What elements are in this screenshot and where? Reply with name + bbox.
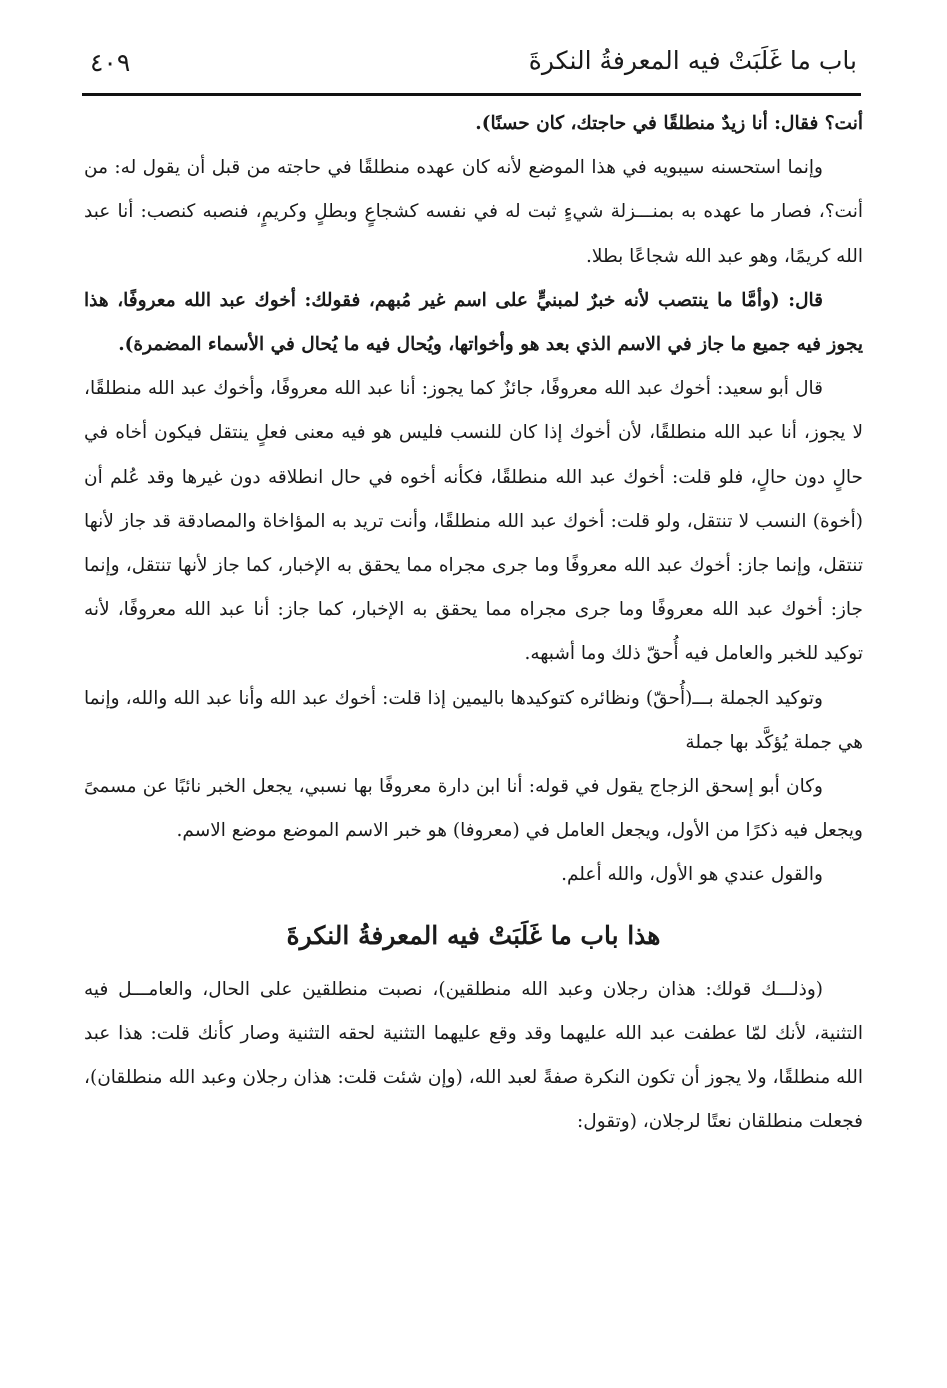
- section-paragraph: (وذلـــك قولك: هذان رجلان وعبد الله منطلقين)، نصبت منطلقين على الحال، والعامـــل فيه التثنية، لأنك لمّا عطفت عبد الله عليهما وقد وقع عليهما التثنية لحقه التثنية وصار كأنك قلت: هذا عبد الله منطلقًا، ولا يجوز أن تكون النكرة صفةً لعبد الله، (وإن شئت قلت: هذان رجلان وعبد الله منطلقان)، فجعلت منطلقان نعتًا لرجلان، (وتقول:: [84, 978, 863, 1133]
- paragraph: أنت؟ فقال: أنا زيدٌ منطلقًا في حاجتك، كان حسنًا).: [475, 113, 863, 134]
- paragraph: وإنما استحسنه سيبويه في هذا الموضع لأنه كان عهده منطلقًا في حاجته من قبل أن يقول له: من أنت؟، فصار ما عهده به بمنـــزلة شيءٍ ثبت له في نفسه كشجاعٍ وبطلٍ وكريمٍ، فنصبه كنصب: أنا عبد الله كريمًا، وهو عبد الله شجاعًا بطلا.: [84, 157, 863, 267]
- running-title: باب ما غَلَبَتْ فيه المعرفةُ النكرةَ: [528, 46, 857, 75]
- paragraph: قال: (وأمَّا ما ينتصب لأنه خبرٌ لمبنيٍّ على اسم غير مُبهم، فقولك: أخوك عبد الله معروفًا، هذا يجوز فيه جميع ما جاز في الاسم الذي بعد هو وأخواتها، ويُحال فيه ما يُحال في الأسماء المضمرة).: [84, 289, 863, 356]
- page-number: ٤٠٩: [90, 48, 131, 77]
- paragraph: وتوكيد الجملة بـــ(أُحقّ) ونظائره كتوكيدها باليمين إذا قلت: أخوك عبد الله وأنا عبد الله والله، وإنما هي جملة يُؤكَّد بها جملة: [84, 687, 863, 753]
- paragraph: وكان أبو إسحق الزجاج يقول في قوله: أنا ابن دارة معروفًا بها نسبي، يجعل الخبر نائبًا عن مسمىً ويجعل فيه ذكرًا من الأول، ويجعل العامل في (معروفا) هو خبر الاسم الموضع موضع الاسم.: [84, 776, 863, 842]
- page-header: [80, 40, 857, 90]
- header-rule: [82, 93, 861, 96]
- paragraph: قال أبو سعيد: أخوك عبد الله معروفًا، جائزٌ كما يجوز: أنا عبد الله معروفًا، وأخوك عبد الله منطلقًا، لا يجوز، أنا عبد الله منطلقًا، لأن أخوك إذا كان للنسب فليس هو فيه معنى فعلٍ ينتقل فيكون أخاه في حالٍ دون حالٍ، فلو قلت: أخوك عبد الله منطلقًا، فكأنه أخوه في حال انطلاقه دون غيرها وقد عُلم أن (أخوة) النسب لا تنتقل، ولو قلت: أخوك عبد الله منطلقًا، وأنت تريد به المؤاخاة والمصادقة قد جاز لأنها تنتقل، وإنما جاز: أخوك عبد الله معروفًا وما جرى مجراه مما يحقق به الإخبار، كما جاز لأنها تنتقل، وإنما جاز: أخوك عبد الله معروفًا وما جرى مجراه مما يحقق به الإخبار، كما جاز: أنا عبد الله معروفًا، لأنه توكيد للخبر والعامل فيه أُحقّ ذلك وما أشبهه.: [84, 378, 863, 665]
- paragraph: والقول عندي هو الأول، والله أعلم.: [561, 864, 823, 886]
- section-heading: هذا باب ما غَلَبَتْ فيه المعرفةُ النكرةَ: [286, 920, 661, 950]
- body-text: [84, 102, 863, 1144]
